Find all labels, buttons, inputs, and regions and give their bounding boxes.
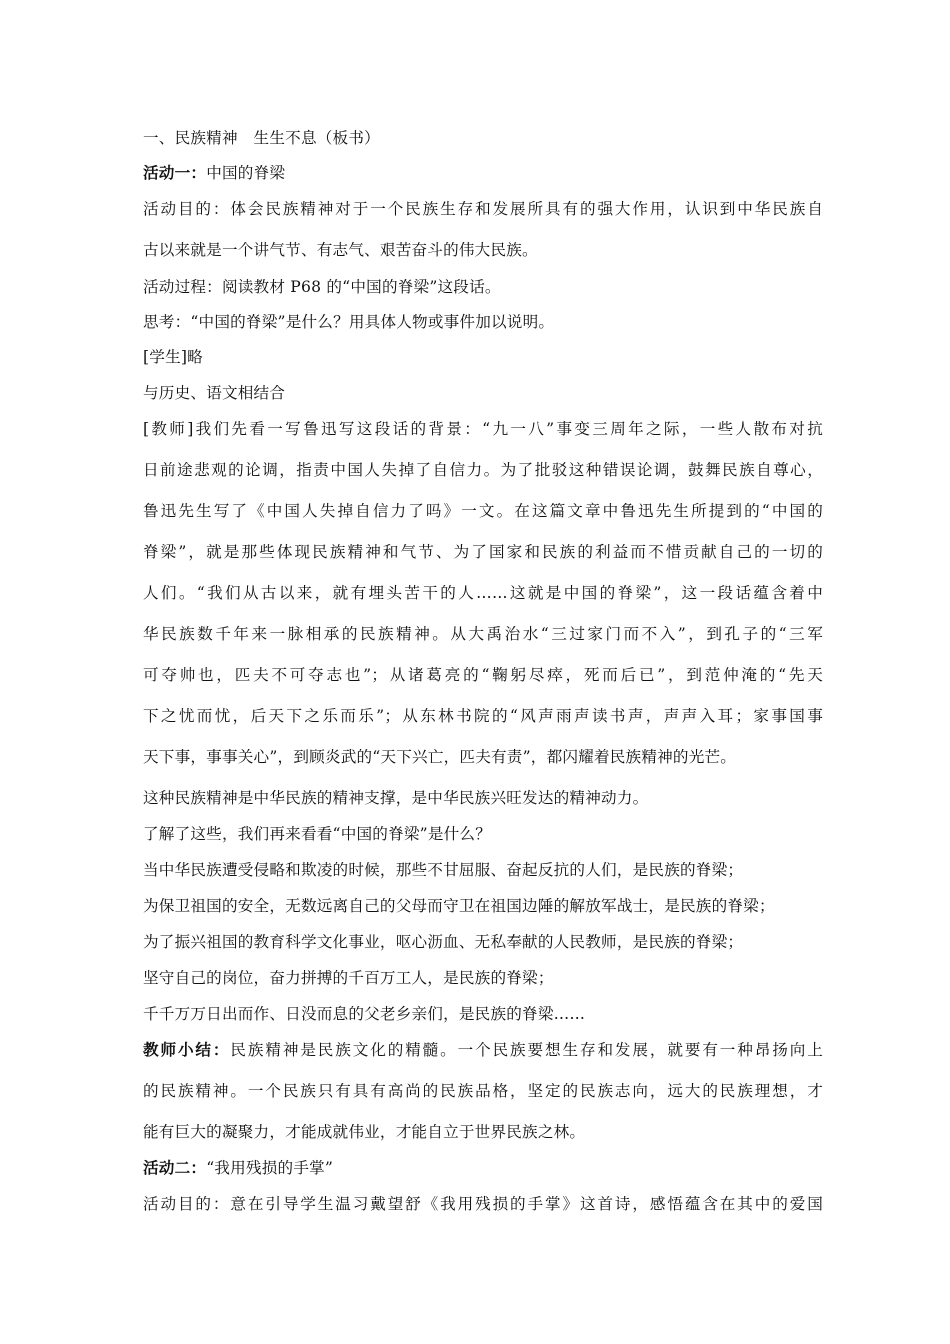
activity1-heading: 活动一： — [143, 163, 207, 182]
summary-line-2: 的民族精神。一个民族只有具有高尚的民族品格，坚定的民族志向，远大的民族理想，才 — [143, 1082, 823, 1100]
activity2-heading-line — [143, 1157, 823, 1179]
teacher-paragraph-line-7: 可夺帅也，匹夫不可夺志也”；从诸葛亮的“鞠躬尽瘁，死而后已”，到范仲淹的“先天 — [143, 666, 823, 684]
backbone-item-1: 当中华民族遭受侵略和欺凌的时候，那些不甘屈服、奋起反抗的人们，是民族的脊梁； — [143, 861, 744, 879]
understand-line: 了解了这些，我们再来看看“中国的脊梁”是什么？ — [143, 825, 492, 843]
cross-subject-note: 与历史、语文相结合 — [143, 384, 286, 402]
student-response: [学生]略 — [143, 348, 203, 366]
activity1-goal-line-1: 活动目的：体会民族精神对于一个民族生存和发展所具有的强大作用，认识到中华民族自 — [143, 200, 823, 218]
teacher-paragraph-line-1: [教师]我们先看一写鲁迅写这段话的背景：“九一八”事变三周年之际，一些人散布对抗 — [143, 420, 823, 438]
teacher-paragraph-line-2: 日前途悲观的论调，指责中国人失掉了自信力。为了批驳这种错误论调，鼓舞民族自尊心， — [143, 461, 823, 479]
summary-line-1 — [143, 1039, 823, 1061]
spirit-support-line: 这种民族精神是中华民族的精神支撑，是中华民族兴旺发达的精神动力。 — [143, 789, 649, 807]
summary-label: 教师小结： — [143, 1040, 231, 1059]
activity1-title: 中国的脊梁 — [206, 164, 286, 182]
backbone-item-5: 千千万万日出而作、日没而息的父老乡亲们，是民族的脊梁…… — [143, 1005, 586, 1023]
activity1-think: 思考：“中国的脊梁”是什么？用具体人物或事件加以说明。 — [143, 313, 555, 331]
teacher-paragraph-line-4: 脊梁”，就是那些体现民族精神和气节、为了国家和民族的利益而不惜贡献自己的一切的 — [143, 543, 823, 561]
section-title: 一、民族精神 生生不息（板书） — [143, 129, 380, 147]
teacher-paragraph-line-3: 鲁迅先生写了《中国人失掉自信力了吗》一文。在这篇文章中鲁迅先生所提到的“中国的 — [143, 502, 823, 520]
backbone-item-3: 为了振兴祖国的教育科学文化事业，呕心沥血、无私奉献的人民教师，是民族的脊梁； — [143, 933, 744, 951]
activity2-title: “我用残损的手掌” — [206, 1159, 334, 1177]
activity1-heading-line — [143, 162, 823, 184]
teacher-paragraph-line-5: 人们。“我们从古以来，就有埋头苦干的人……这就是中国的脊梁”，这一段话蕴含着中 — [143, 584, 823, 602]
teacher-paragraph-line-8: 下之忧而忧，后天下之乐而乐”；从东林书院的“风声雨声读书声，声声入耳；家事国事 — [143, 707, 823, 725]
activity2-heading: 活动二： — [143, 1158, 207, 1177]
teacher-paragraph-line-6: 华民族数千年来一脉相承的民族精神。从大禹治水“三过家门而不入”，到孔子的“三军 — [143, 625, 823, 643]
teacher-paragraph-line-9: 天下事，事事关心”，到顾炎武的“天下兴亡，匹夫有责”，都闪耀着民族精神的光芒。 — [143, 748, 737, 766]
backbone-item-2: 为保卫祖国的安全，无数远离自己的父母而守卫在祖国边陲的解放军战士，是民族的脊梁； — [143, 897, 775, 915]
summary-text-1: 民族精神是民族文化的精髓。一个民族要想生存和发展，就要有一种昂扬向上 — [230, 1041, 823, 1059]
activity2-goal-line-1: 活动目的：意在引导学生温习戴望舒《我用残损的手掌》这首诗，感悟蕴含在其中的爱国 — [143, 1195, 823, 1213]
backbone-item-4: 坚守自己的岗位，奋力拼搏的千百万工人，是民族的脊梁； — [143, 969, 554, 987]
activity1-goal-line-2: 古以来就是一个讲气节、有志气、艰苦奋斗的伟大民族。 — [143, 241, 538, 259]
activity1-process: 活动过程：阅读教材 P68 的“中国的脊梁”这段话。 — [143, 278, 501, 296]
summary-line-3: 能有巨大的凝聚力，才能成就伟业，才能自立于世界民族之林。 — [143, 1123, 586, 1141]
